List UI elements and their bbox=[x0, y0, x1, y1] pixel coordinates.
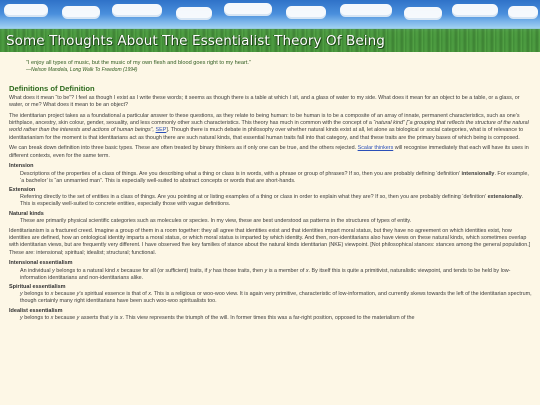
stance-var: y bbox=[264, 267, 268, 274]
stance-text: has those traits, then bbox=[211, 267, 265, 274]
stance-text: because for all (or sufficient) traits, if bbox=[119, 267, 209, 274]
definition-text: These are primarily physical scientific categories such as molecules or species. In my view, these are best understood as patterns in the structures of types of entity. bbox=[20, 217, 412, 224]
stance-text: belongs to bbox=[22, 291, 51, 298]
quote-source-text: —Nelson Mandela, Long Walk To Freedom (1994) bbox=[26, 67, 138, 73]
cloud-decoration bbox=[62, 6, 100, 17]
quote-text: “I enjoy all types of music, but the music of my own flesh and blood goes right to my heart.” bbox=[26, 60, 251, 66]
cloud-decoration bbox=[452, 4, 498, 15]
stance-var: x bbox=[305, 267, 309, 274]
stance-var: x bbox=[119, 314, 123, 321]
stance-list bbox=[9, 260, 533, 322]
cloud-decoration bbox=[508, 6, 538, 17]
article-body bbox=[9, 84, 533, 324]
stance-var: y bbox=[208, 267, 212, 274]
definition-bold: intensionally bbox=[461, 170, 495, 177]
definition-description bbox=[9, 218, 533, 225]
stance-var: y bbox=[52, 267, 55, 274]
stance-term: Intensional essentialism bbox=[9, 260, 73, 267]
stance-description bbox=[9, 291, 533, 305]
paragraph bbox=[9, 113, 533, 142]
cloud-decoration bbox=[112, 4, 162, 15]
paragraph-italic: “natural kind” [“a grouping that reflects the structure of the natural world rather than the interests and actions of human beings”, bbox=[9, 120, 529, 134]
stance-description bbox=[9, 315, 533, 322]
paragraph-text: We can break down definition into three basic types. These are often treated by binary thinkers as if only one can be true, and the others rejected. bbox=[9, 145, 358, 152]
paragraph: Identitarianism is a fractured creed. Imagine a group of them in a room together: they all agree that identities exist and that identities impart moral status, but they have no agreement on which identities exist, how identities are defined, how an ontological identity imparts a moral status, or which moral status is imparted by which identity. And then, non-identitarians also have views on these natural kinds, which sometimes overlap with identitarian views, but are frequently very different. I have observed five key families of stance about the natural kinds identitarian (NKE) viewpoint. [Not philosophical stances: stances among the general population.] These are: intensional; spiritual; idealist; structural; functional. bbox=[9, 228, 531, 256]
stance-var: x bbox=[116, 267, 120, 274]
paragraph-text: ]. Though there is much debate in philosophy over whether natural kinds exist at all, let alone as biological or social categories, what is of relevance to identitarianism for the moment is that identitarians act as though there are such natural kinds, that essential human traits fall into that category, and that these traits are the primary bases of which being is composed. bbox=[9, 127, 524, 141]
page-title: Some Thoughts About The Essentialist Theory Of Being bbox=[6, 33, 385, 49]
section-heading: Definitions of Definition bbox=[9, 84, 95, 93]
definition-bold: extensionally bbox=[487, 194, 522, 201]
stance-term: Idealist essentialism bbox=[9, 307, 63, 314]
definition-term: Intension bbox=[9, 163, 34, 170]
stance-description bbox=[9, 268, 533, 282]
stance-text: is a member of bbox=[267, 267, 306, 274]
stance-var: x bbox=[50, 314, 54, 321]
definition-description bbox=[9, 171, 533, 185]
stance-text: . By itself this is quite a primitivist, naturalistic viewpoint, and tends to be held by low-information identitarians and non-identitarians alike. bbox=[20, 267, 511, 281]
scalar-thinkers-link[interactable]: Scalar thinkers bbox=[357, 145, 394, 152]
definition-list bbox=[9, 163, 533, 225]
cloud-decoration bbox=[404, 7, 442, 18]
header-banner bbox=[0, 0, 540, 52]
paragraph bbox=[9, 145, 533, 159]
cloud-decoration bbox=[286, 6, 326, 17]
cloud-decoration bbox=[224, 3, 272, 14]
cloud-decoration bbox=[4, 4, 48, 15]
epigraph bbox=[26, 60, 516, 74]
sep-link[interactable]: SEP bbox=[155, 127, 167, 134]
stance-text: asserts that bbox=[79, 314, 111, 321]
stance-text: because bbox=[53, 291, 77, 298]
stance-var: y bbox=[20, 314, 23, 321]
quote-source bbox=[26, 67, 516, 74]
stance-var: x bbox=[50, 291, 54, 298]
cloud-decoration bbox=[340, 4, 392, 15]
paragraph-text: The identitarian project takes as a foundational a particular answer to these questions, as they relate to being human: to be human is to be a composite of an array of innate, permanent characteristics, such as one’s birthplace, ancestry, skin colour, gender, sexuality, and less commonly other such characteristics. This theory has much in common with the concept of a bbox=[9, 113, 520, 127]
definition-text: . For example, ‘a bachelor’ is “an unmarried man”. This is especially well-suited to abstract concepts or words that are short-hands. bbox=[20, 170, 529, 184]
stance-var: y bbox=[76, 314, 80, 321]
stance-text: belongs to bbox=[22, 314, 51, 321]
stance-var: y bbox=[76, 291, 80, 298]
stance-text: An individual bbox=[20, 267, 53, 274]
definition-text: . This is especially well-suited to concrete entities, especially those with vague definitions. bbox=[20, 194, 524, 208]
stance-text: ’s spiritual essence is that of bbox=[79, 291, 149, 298]
stance-var: x bbox=[148, 291, 151, 298]
definition-term: Extension bbox=[9, 187, 36, 194]
cloud-decoration bbox=[176, 7, 212, 18]
definition-text: Referring directly to the set of entities in a class of things. Are you pointing at or listing examples of a thing or class in order to explain what they are? If so, then you are probably defining ‘definition’ bbox=[20, 194, 488, 201]
stance-term: Spiritual essentialism bbox=[9, 284, 66, 291]
paragraph-text: will recognise immediately that each will have its uses in different contexts, even for the same term. bbox=[9, 145, 529, 159]
stance-var: y bbox=[20, 291, 23, 298]
stance-text: is bbox=[112, 314, 120, 321]
stance-text: . This is a religious or woo-woo view. It is again very primitive, characteristic of low-information, and currently skews towards the left of the identitarian spectrum, though certainly many right identitarians have been such woo-woo spiritualists too. bbox=[20, 291, 532, 305]
definition-term: Natural kinds bbox=[9, 210, 44, 217]
stance-text: belongs to a natural kind bbox=[54, 267, 117, 274]
definition-description bbox=[9, 194, 533, 208]
paragraph: What does it mean “to be”? I feel as though I exist as I write these words; it seems as though there is a table at which I sit, and a glass of water to my side. What does it mean for an object to be a table, or a glass, or water, or me? What does it mean to be an object? bbox=[9, 95, 520, 109]
definition-text: Descriptions of the properties of a class of things. Are you describing what a thing or class is in words, with a phrase or group of phrases? If so, then you are probably defining ‘definition’ bbox=[20, 170, 462, 177]
stance-text: because bbox=[53, 314, 77, 321]
stance-text: . This view represents the triumph of the will. In former times this was a far-right position, opposed to the materialism of the bbox=[122, 314, 415, 321]
stance-var: y bbox=[110, 314, 113, 321]
